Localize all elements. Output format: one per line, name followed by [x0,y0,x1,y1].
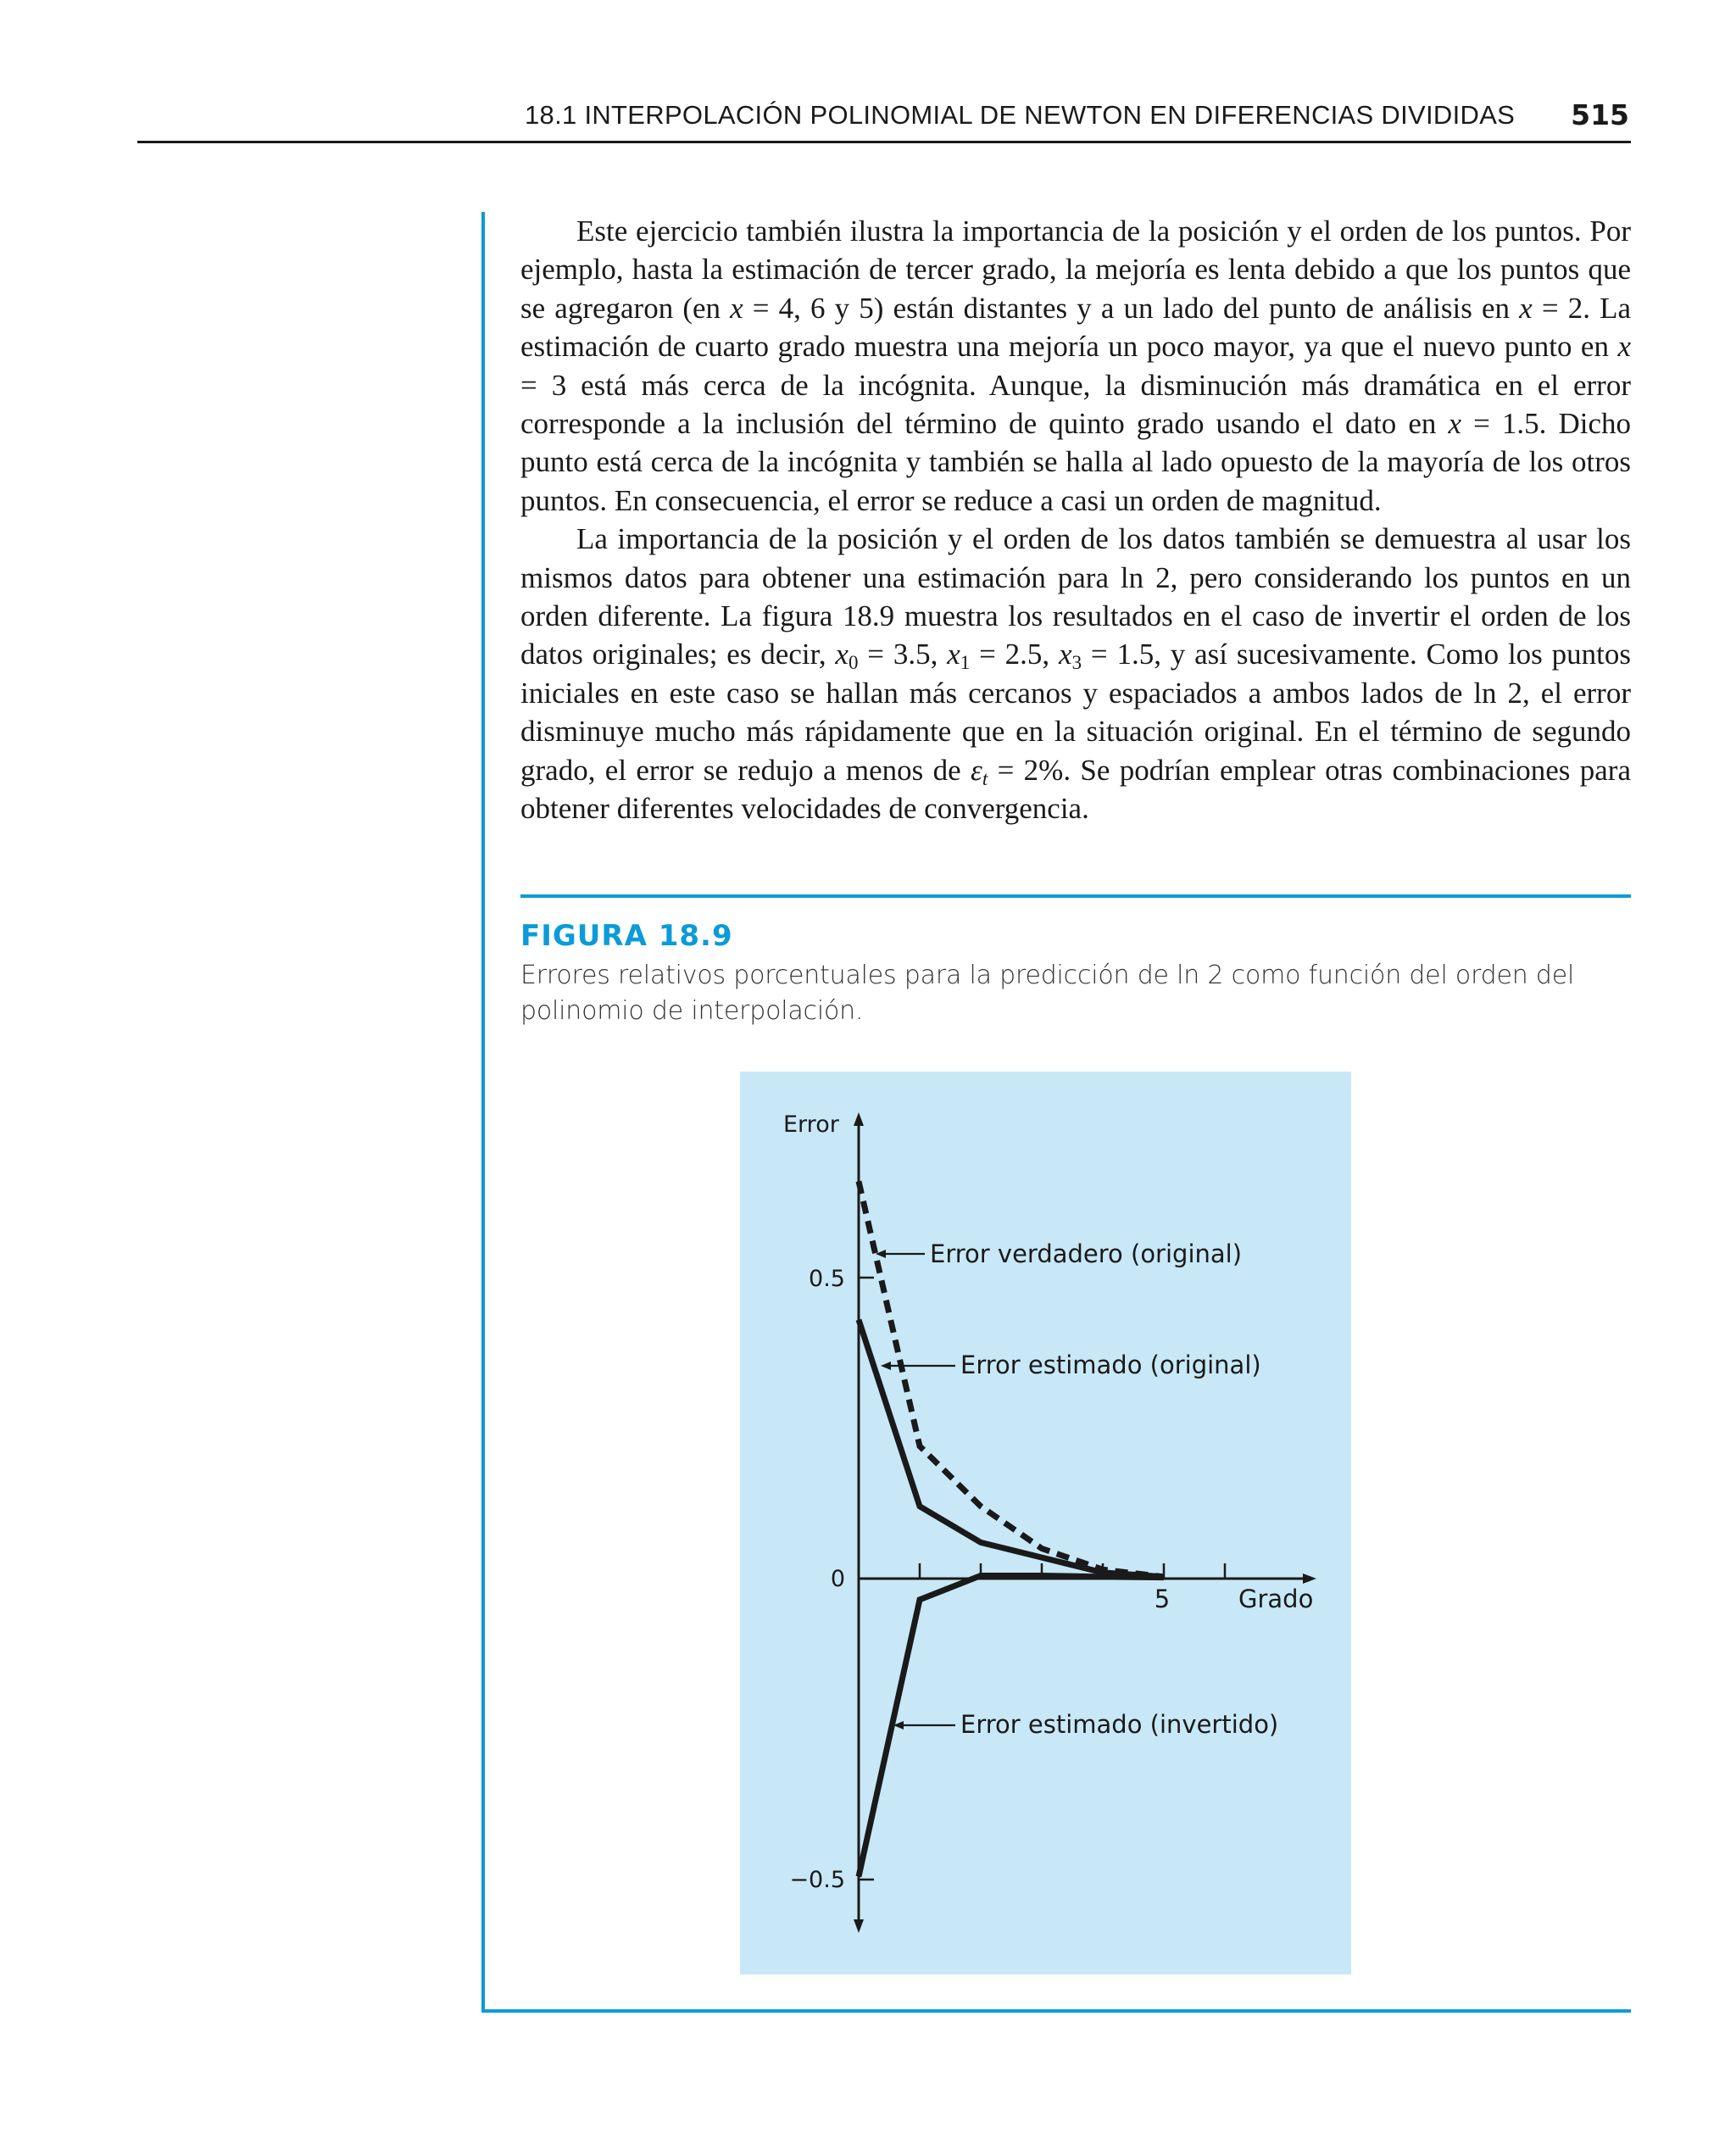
chart-labels [783,1111,1313,1893]
running-head [137,100,1631,143]
margin-rule [481,212,485,2013]
paragraph-1: Este ejercicio también ilustra la importancia de la posición y el orden de los puntos. Por ejemplo, hasta la estimación de tercer grado, la mejoría es lenta debido a que los puntos que se agregaron (en x = 4, 6 y 5) están distantes y a un lado del punto de análisis en x = 2. La estimación de cuarto grado muestra una mejoría un poco mayor, ya que el nuevo punto en x = 3 está más cerca de la incógnita. Aunque, la disminución más dramática en el error corresponde a la inclusión del término de quinto grado usando el dato en x = 1.5. Dicho punto está cerca de la incógnita y también se halla al lado opuesto de la mayoría de los otros puntos. En consecuencia, el error se reduce a casi un orden de magnitud. [520,214,1631,517]
y-axis-title: Error [783,1111,839,1138]
x-axis-title: Grado [1238,1585,1314,1613]
running-title: 18.1 INTERPOLACIÓN POLINOMIAL DE NEWTON EN DIFERENCIAS DIVIDIDAS [525,100,1516,130]
x-axis-arrow [1303,1574,1316,1584]
y-axis-arrow-up [854,1112,864,1126]
x-tick-label-5: 5 [1154,1585,1171,1613]
chart-axes [854,1112,1316,1933]
figure-caption: Errores relativos porcentuales para la predicción de ln 2 como función del orden del polinomio de interpolación. [520,961,1575,1026]
figure-bottom-rule [481,2009,1631,2013]
y-tick-label-0.5: 0.5 [809,1266,845,1292]
y-tick-label-0: 0 [830,1566,845,1592]
y-axis-arrow-down [854,1919,864,1933]
figure-label: FIGURA 18.9 [520,919,733,953]
page-number: 515 [1571,98,1629,131]
figure-top-rule [520,894,1631,898]
chart-series [859,1181,1164,1876]
body-text [520,212,1631,828]
error-chart [740,1072,1351,1975]
chart-panel [740,1072,1351,1975]
legend-label-verdadero-original: Error verdadero (original) [930,1239,1243,1268]
y-tick-label-neg0.5: −0.5 [789,1867,845,1893]
legend-label-estimado-invertido: Error estimado (invertido) [960,1710,1279,1739]
legend-label-estimado-original: Error estimado (original) [960,1351,1261,1379]
leader-arrow-estimado-original [881,1362,891,1370]
paragraph-2: La importancia de la posición y el orden de los datos también se demuestra al usar los mismos datos para obtener una estimación para ln 2, pero considerando los puntos en un orden diferente. La figura 18.9 muestra los resultados en el caso de invertir el orden de los datos originales; es decir, $x_0 = 3.5$, $x_1 = 2.5$, $x_3 = 1.5$, y así sucesivamente. Como los puntos iniciales en este caso se hallan más cercanos y espaciados a ambos lados de ln 2, el error disminuye mucho más rápidamente que en la situación original. En el término de segundo grado, el error se redujo a menos de $\varepsilon_t = 2\%$. Se podrían emplear otras combinaciones para obtener diferentes velocidades de convergencia. [520,522,1631,826]
